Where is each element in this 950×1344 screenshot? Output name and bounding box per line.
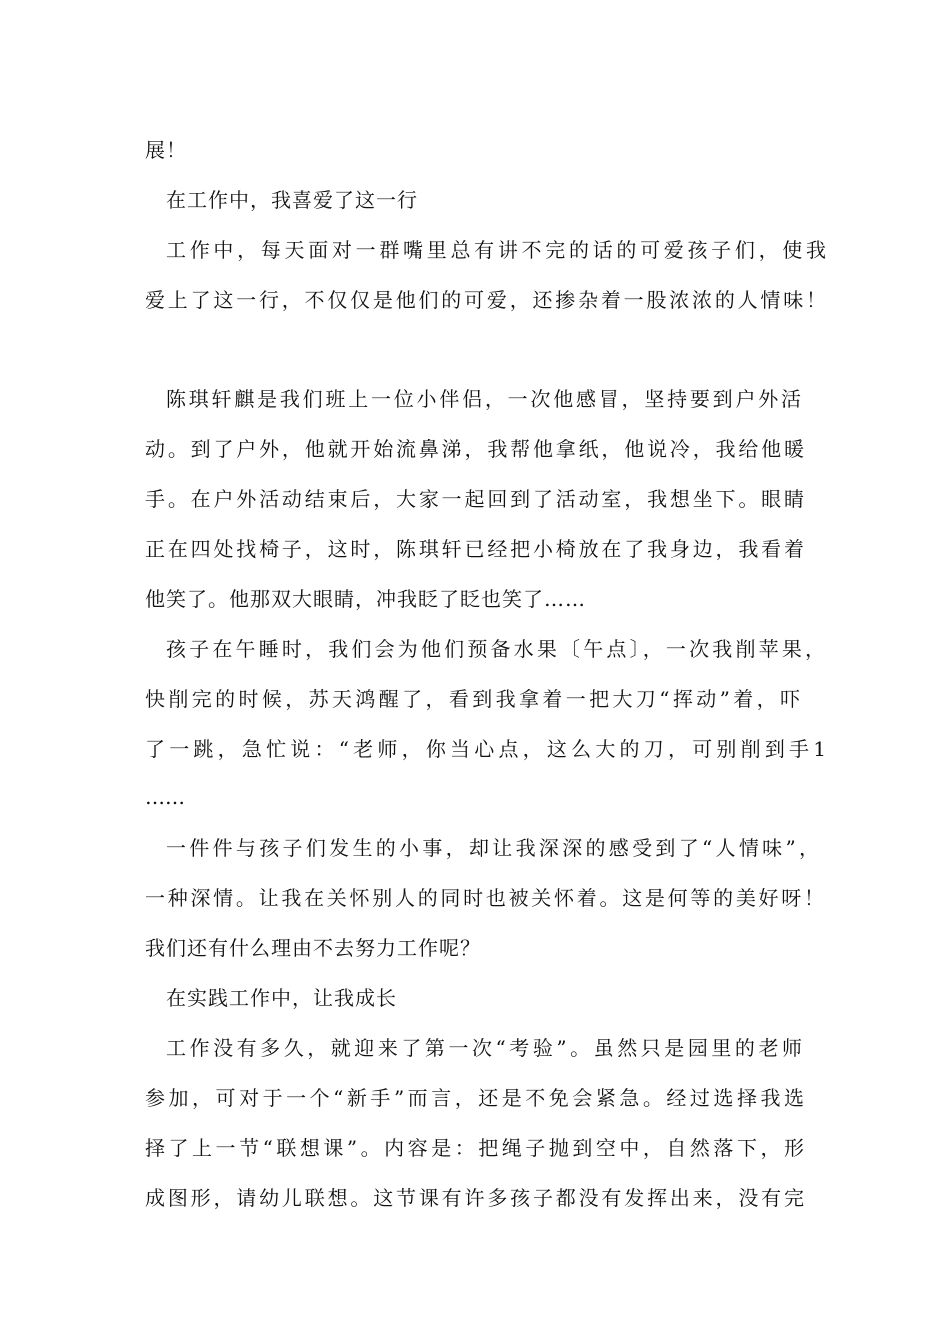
text-line: 展！	[145, 138, 187, 162]
text-line: 工作没有多久，就迎来了第一次“考验”。虽然只是园里的老师	[166, 1036, 803, 1060]
section-heading: 在实践工作中，让我成长	[166, 986, 397, 1010]
text-line: 工作中，每天面对一群嘴里总有讲不完的话的可爱孩子们，使我	[166, 238, 827, 262]
text-line: 爱上了这一行，不仅仅是他们的可爱，还掺杂着一股浓浓的人情味！	[145, 288, 827, 312]
text-line: 一件件与孩子们发生的小事，却让我深深的感受到了“人情味”，	[166, 836, 820, 860]
text-line: 择了上一节“联想课”。内容是：把绳子抛到空中，自然落下，形	[145, 1136, 805, 1160]
section-heading: 在工作中，我喜爱了这一行	[166, 188, 418, 212]
text-line: 陈琪轩麒是我们班上一位小伴侣，一次他感冒，坚持要到户外活	[166, 387, 802, 411]
text-line: 手。在户外活动结束后，大家一起回到了活动室，我想坐下。眼睛	[145, 487, 805, 511]
text-line: ……	[145, 785, 185, 809]
text-line: 一种深情。让我在关怀别人的同时也被关怀着。这是何等的美好呀！	[145, 886, 825, 910]
text-line: 成图形，请幼儿联想。这节课有许多孩子都没有发挥出来，没有完	[145, 1186, 805, 1210]
text-line: 参加，可对于一个“新手”而言，还是不免会紧急。经过选择我选	[145, 1086, 805, 1110]
text-line: 正在四处找椅子，这时，陈琪轩已经把小椅放在了我身边，我看着	[145, 537, 805, 561]
text-line: 了一跳，急忙说：“老师，你当心点，这么大的刀，可别削到手1	[145, 737, 827, 761]
text-line: 动。到了户外，他就开始流鼻涕，我帮他拿纸，他说冷，我给他暖	[145, 437, 805, 461]
text-line: 我们还有什么理由不去努力工作呢？	[145, 936, 481, 960]
text-line: 孩子在午睡时，我们会为他们预备水果〔午点〕，一次我削苹果，	[166, 637, 826, 661]
text-line: 快削完的时候，苏天鸿醒了，看到我拿着一把大刀“挥动”着，吓	[145, 687, 801, 711]
text-line: 他笑了。他那双大眼睛，冲我眨了眨也笑了……	[145, 587, 586, 611]
